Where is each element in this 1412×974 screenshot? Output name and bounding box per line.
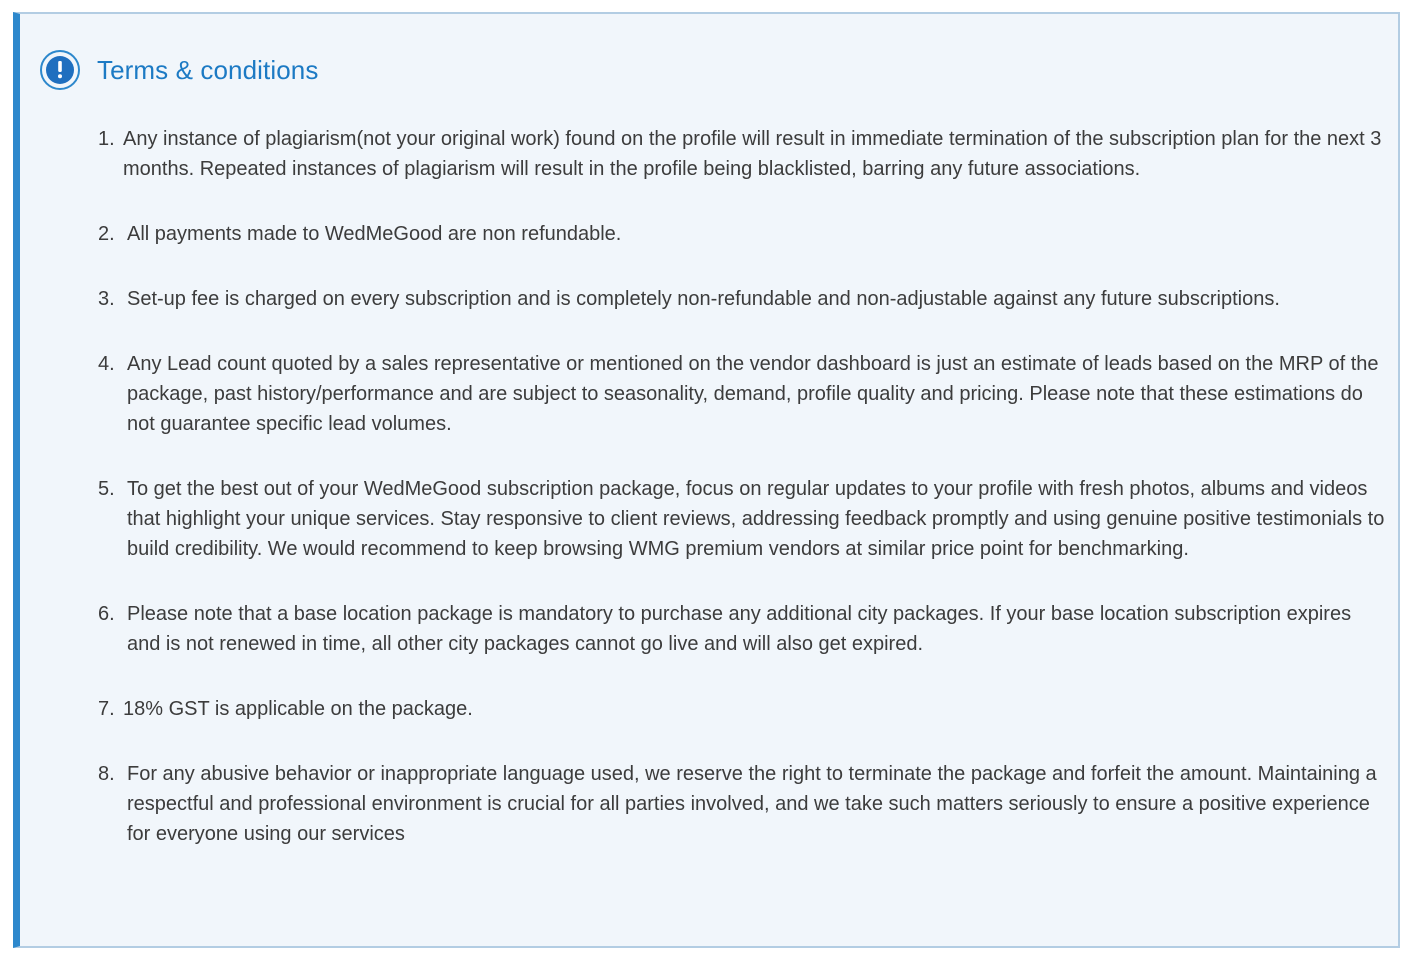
- term-item: [98, 759, 1388, 849]
- term-text: Please note that a base location package is mandatory to purchase any additional city packages. If your base location subscription expires and is not renewed in time, all other city packages cannot go live and will also get expired.: [127, 603, 1352, 655]
- info-icon: [40, 50, 80, 90]
- term-item: [98, 694, 1388, 724]
- term-text: To get the best out of your WedMeGood subscription package, focus on regular updates to your profile with fresh photos, albums and videos that highlight your unique services. Stay responsive to client reviews, addressing feedback promptly and using genuine positive testimonials to build credibility. We would recommend to keep browsing WMG premium vendors at similar price point for benchmarking.: [127, 478, 1385, 560]
- term-text: Any Lead count quoted by a sales representative or mentioned on the vendor dashboard is just an estimate of leads based on the MRP of the package, past history/performance and are subject to seasonality, demand, profile quality and pricing. Please note that these estimations do not guarantee specific lead volumes.: [127, 353, 1379, 435]
- term-number: 2.: [98, 223, 115, 245]
- term-number: 6.: [98, 603, 115, 625]
- term-item: [98, 349, 1388, 439]
- term-item: [98, 284, 1388, 314]
- term-item: [98, 599, 1388, 659]
- term-item: [98, 219, 1388, 249]
- term-text: Any instance of plagiarism(not your original work) found on the profile will result in immediate termination of the subscription plan for the next 3 months. Repeated instances of plagiarism will result in the profile being blacklisted, barring any future associations.: [123, 128, 1382, 180]
- term-number: 3.: [98, 288, 115, 310]
- term-number: 1.: [98, 128, 115, 150]
- terms-header: [40, 48, 318, 92]
- panel-title: Terms & conditions: [97, 54, 319, 85]
- term-text: Set-up fee is charged on every subscription and is completely non-refundable and non-adjustable against any future subscriptions.: [127, 288, 1280, 310]
- term-number: 4.: [98, 353, 115, 375]
- term-text: For any abusive behavior or inappropriate language used, we reserve the right to terminate the package and forfeit the amount. Maintaining a respectful and professional environment is crucial for all parties involved, and we take such matters seriously to ensure a positive experience for everyone using our services: [127, 763, 1377, 845]
- term-item: [98, 474, 1388, 564]
- term-number: 5.: [98, 478, 115, 500]
- terms-panel: [13, 12, 1400, 948]
- term-item: [98, 124, 1388, 184]
- term-number: 8.: [98, 763, 115, 785]
- term-text: 18% GST is applicable on the package.: [123, 698, 473, 720]
- term-number: 7.: [98, 698, 115, 720]
- term-text: All payments made to WedMeGood are non refundable.: [127, 223, 622, 245]
- terms-list: [98, 124, 1388, 884]
